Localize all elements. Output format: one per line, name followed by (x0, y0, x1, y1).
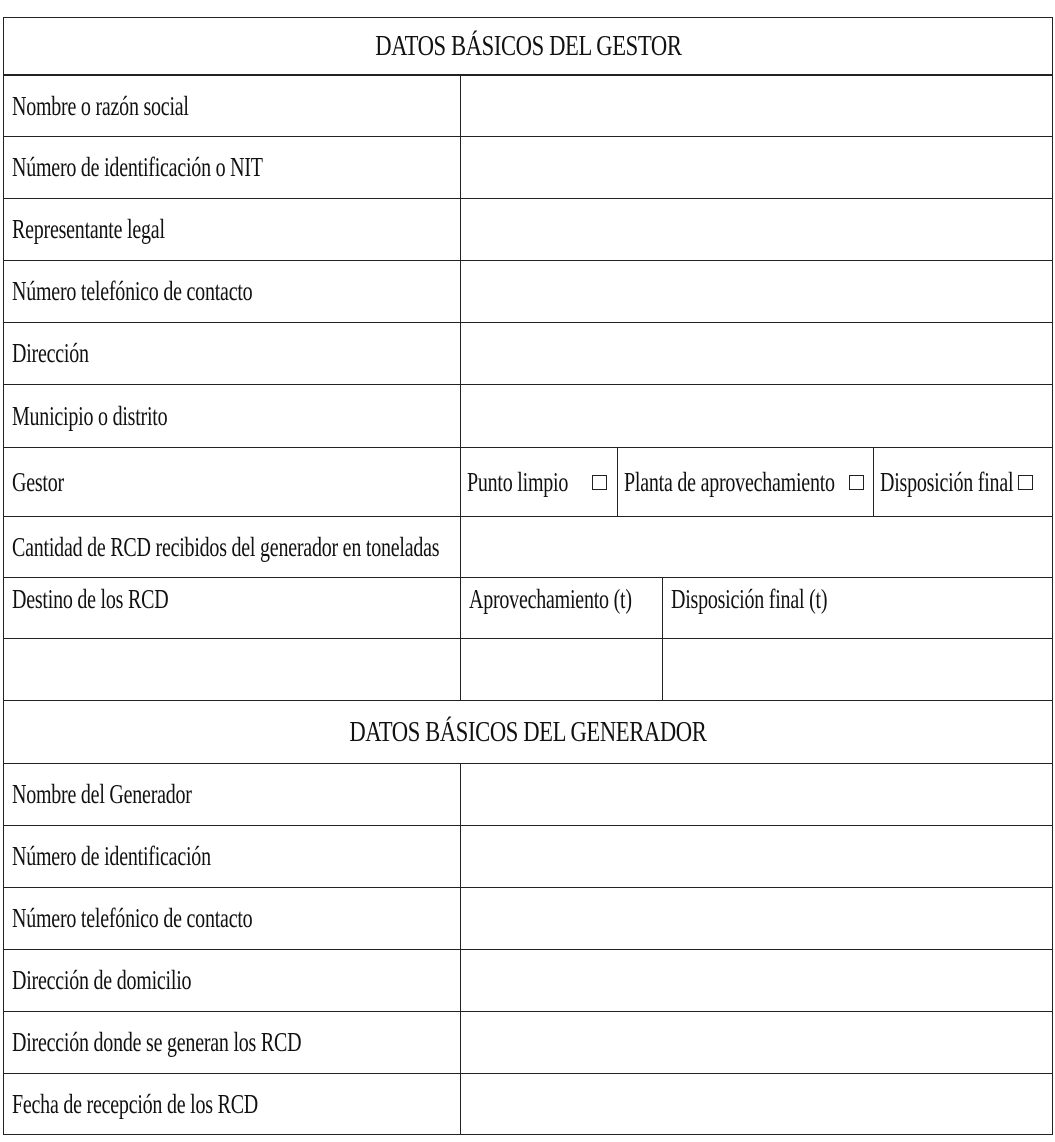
gestor-address-field[interactable] (460, 322, 1053, 385)
punto-limpio-checkbox[interactable] (592, 475, 607, 490)
disposicion-final-field[interactable] (662, 638, 1053, 701)
generador-rcd-address-field[interactable] (460, 1011, 1053, 1074)
generador-id-field[interactable] (460, 825, 1053, 888)
option-planta-label: Planta de aprovechamiento (624, 466, 835, 497)
generador-name-field[interactable] (460, 763, 1053, 826)
option-punto-limpio-label: Punto limpio (467, 466, 569, 497)
gestor-legal-rep-field[interactable] (460, 198, 1053, 261)
disposicion-final-checkbox[interactable] (1018, 475, 1033, 490)
option-planta-aprovechamiento[interactable] (617, 447, 874, 517)
gestor-phone-label: Número telefónico de contacto (3, 260, 461, 323)
disposicion-final-label: Disposición final (t) (662, 577, 1053, 639)
gestor-name-label: Nombre o razón social (3, 75, 461, 137)
generador-id-label: Número de identificación (3, 825, 461, 888)
planta-aprovechamiento-checkbox[interactable] (849, 475, 864, 490)
generador-home-address-label: Dirección de domicilio (3, 949, 461, 1012)
cantidad-field[interactable] (460, 516, 1053, 578)
aprovechamiento-label: Aprovechamiento (t) (460, 577, 663, 639)
generador-section-title: DATOS BÁSICOS DEL GENERADOR (3, 700, 1053, 764)
generador-reception-date-field[interactable] (460, 1073, 1053, 1135)
gestor-phone-field[interactable] (460, 260, 1053, 323)
gestor-section-title: DATOS BÁSICOS DEL GESTOR (3, 17, 1053, 75)
gestor-id-label: Número de identificación o NIT (3, 136, 461, 199)
generador-phone-field[interactable] (460, 887, 1053, 950)
generador-phone-label: Número telefónico de contacto (3, 887, 461, 950)
option-disposicion-label: Disposición final (880, 466, 1014, 497)
option-punto-limpio[interactable] (460, 447, 618, 517)
generador-name-label: Nombre del Generador (3, 763, 461, 826)
gestor-municipality-label: Municipio o distrito (3, 384, 461, 448)
generador-reception-date-label: Fecha de recepción de los RCD (3, 1073, 461, 1135)
cantidad-label: Cantidad de RCD recibidos del generador en toneladas (3, 516, 461, 578)
destino-empty-cell (3, 638, 461, 701)
gestor-name-field[interactable] (460, 75, 1053, 137)
generador-home-address-field[interactable] (460, 949, 1053, 1012)
generador-rcd-address-label: Dirección donde se generan los RCD (3, 1011, 461, 1074)
gestor-legal-rep-label: Representante legal (3, 198, 461, 261)
aprovechamiento-field[interactable] (460, 638, 663, 701)
destino-label: Destino de los RCD (3, 577, 461, 639)
gestor-address-label: Dirección (3, 322, 461, 385)
gestor-id-field[interactable] (460, 136, 1053, 199)
option-disposicion-final[interactable] (873, 447, 1053, 517)
gestor-municipality-field[interactable] (460, 384, 1053, 448)
gestor-type-label: Gestor (3, 447, 461, 517)
